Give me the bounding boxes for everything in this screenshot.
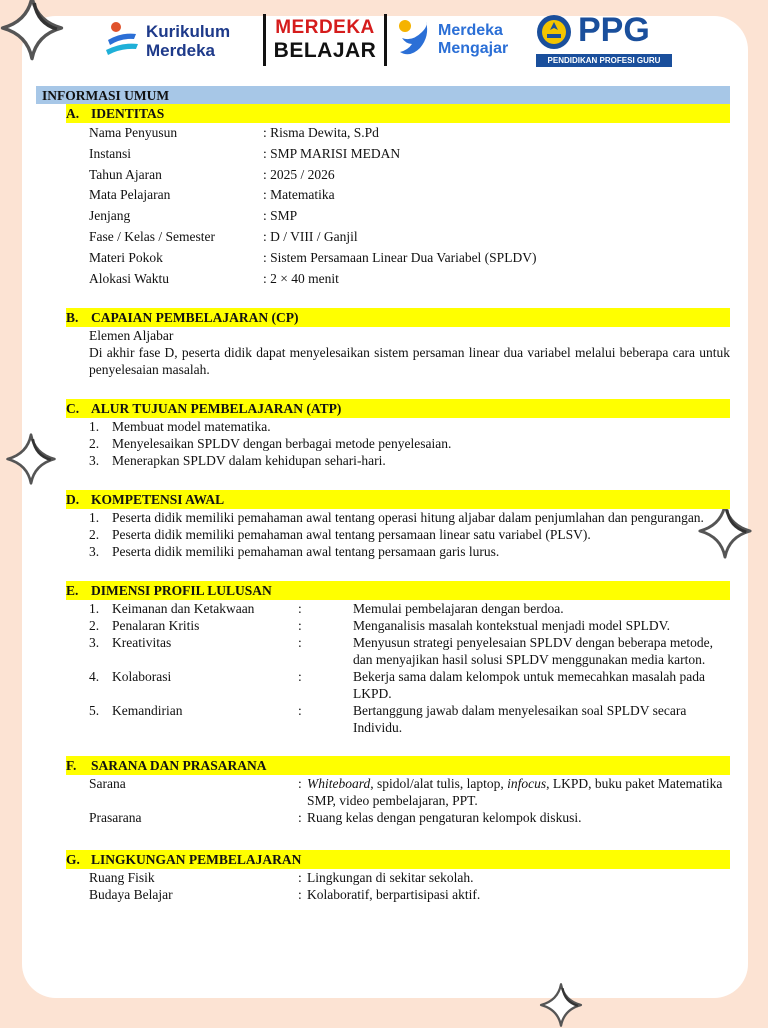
dimension-name: Kemandirian [112, 703, 183, 719]
list-item [89, 543, 730, 560]
list-item [89, 668, 730, 702]
lingkungan-label: Ruang Fisik [89, 870, 155, 886]
list-text: Menyelesaikan SPLDV dengan berbagai metode penyelesaian. [112, 436, 452, 452]
lingkungan-row [89, 869, 730, 886]
list-number: 5. [89, 703, 100, 719]
dimension-desc: Bekerja sama dalam kelompok untuk memecahkan masalah pada LKPD. [353, 669, 705, 702]
sarana-prasarana-list [36, 775, 730, 826]
list-item [89, 452, 730, 469]
section-title: KOMPETENSI AWAL [91, 492, 225, 508]
infocus-text: infocus [507, 776, 547, 792]
dimension-name: Kreativitas [112, 635, 172, 651]
identitas-row [36, 144, 730, 165]
identitas-row [36, 227, 730, 248]
identitas-key: Tahun Ajaran [89, 166, 162, 182]
list-number: 1. [89, 419, 100, 435]
identitas-key: Jenjang [89, 208, 131, 224]
ppg-subtitle: PENDIDIKAN PROFESI GURU [536, 54, 672, 67]
list-item [89, 526, 730, 543]
identitas-value: : 2025 / 2026 [263, 166, 335, 182]
sarana-rest-text: , LKPD, buku paket Matematika SMP, video pembelajaran, PPT. [307, 776, 723, 809]
section-letter: F. [66, 758, 77, 774]
lingkungan-row [89, 886, 730, 903]
sparkle-star-icon [538, 982, 584, 1028]
identitas-row [36, 123, 730, 144]
merdeka-belajar-line1: MERDEKA [275, 17, 375, 38]
section-c-heading [66, 399, 730, 418]
prasarana-row [89, 809, 730, 826]
identitas-row [36, 165, 730, 186]
dimension-name: Penalaran Kritis [112, 618, 200, 634]
section-letter: C. [66, 401, 80, 417]
section-g-heading [66, 850, 730, 869]
identitas-table [36, 123, 730, 289]
identitas-value: : Sistem Persamaan Linear Dua Variabel (SPLDV) [263, 249, 537, 265]
sarana-value [307, 775, 730, 809]
list-item [89, 600, 730, 617]
colon: : [298, 618, 302, 634]
colon: : [298, 776, 302, 792]
identitas-key: Mata Pelajaran [89, 187, 171, 203]
prasarana-label: Prasarana [89, 810, 142, 826]
list-number: 2. [89, 618, 100, 634]
lingkungan-value: Lingkungan di sekitar sekolah. [307, 870, 474, 886]
colon: : [298, 810, 302, 826]
atp-list [89, 418, 730, 469]
identitas-row [36, 269, 730, 290]
section-letter: B. [66, 310, 79, 326]
section-letter: A. [66, 106, 80, 121]
lingkungan-value: Kolaboratif, berpartisipasi aktif. [307, 887, 481, 903]
list-item [89, 418, 730, 435]
dimension-desc: Memulai pembelajaran dengan berdoa. [353, 601, 564, 617]
merdeka-mengajar-line2: Mengajar [438, 40, 509, 57]
section-title: LINGKUNGAN PEMBELAJARAN [91, 852, 302, 868]
cp-text: Di akhir fase D, peserta didik dapat menyelesaikan sistem persaman linear dua variabel melalui beberapa cara untuk penyelesaian masalah. [89, 345, 730, 378]
spacer [36, 736, 730, 756]
section-title: CAPAIAN PEMBELAJARAN (CP) [91, 310, 299, 326]
identitas-key: Fase / Kelas / Semester [89, 228, 215, 244]
ppg-title: PPG [578, 11, 650, 49]
identitas-row [36, 185, 730, 206]
kurikulum-merdeka-logo [104, 16, 254, 66]
list-number: 3. [89, 544, 100, 560]
list-item [89, 435, 730, 452]
header-logos [0, 0, 768, 80]
colon: : [298, 635, 302, 651]
kurikulum-text: Kurikulum [146, 22, 231, 41]
identitas-value: : D / VIII / Ganjil [263, 228, 358, 244]
list-number: 2. [89, 527, 100, 543]
list-text: Peserta didik memiliki pemahaman awal tentang persamaan garis lurus. [112, 544, 500, 560]
identitas-key: Materi Pokok [89, 249, 163, 265]
kurikulum-merdeka-icon [104, 20, 140, 62]
identitas-value: : Risma Dewita, S.Pd [263, 125, 379, 140]
merdeka-mengajar-icon [396, 18, 430, 62]
spacer [36, 469, 730, 490]
dimension-desc: Bertanggung jawab dalam menyelesaikan soal SPLDV secara Individu. [353, 703, 687, 736]
list-number: 1. [89, 510, 100, 526]
merdeka-belajar-line2: BELAJAR [273, 39, 377, 62]
identitas-key: Alokasi Waktu [89, 270, 170, 286]
identitas-row [36, 248, 730, 269]
colon: : [298, 703, 302, 719]
document-body [36, 86, 730, 903]
section-f-heading [66, 756, 730, 775]
list-number: 4. [89, 669, 100, 685]
spacer [36, 378, 730, 399]
list-item [89, 617, 730, 634]
section-e-heading [66, 581, 730, 600]
section-title: IDENTITAS [91, 106, 165, 121]
list-text: Peserta didik memiliki pemahaman awal tentang persamaan linear satu variabel (PLSV). [112, 527, 591, 543]
merdeka-belajar-logo [263, 14, 387, 66]
section-title: DIMENSI PROFIL LULUSAN [91, 583, 272, 599]
list-item [89, 509, 730, 526]
section-letter: G. [66, 852, 80, 868]
colon: : [298, 870, 302, 886]
lingkungan-label: Budaya Belajar [89, 887, 173, 903]
section-b-heading [66, 308, 730, 327]
spacer [36, 560, 730, 581]
merdeka-mengajar-line1: Merdeka [438, 22, 503, 39]
list-text: Menerapkan SPLDV dalam kehidupan sehari-hari. [112, 453, 386, 469]
lingkungan-list [36, 869, 730, 903]
section-title: SARANA DAN PRASARANA [91, 758, 267, 774]
whiteboard-text: Whiteboard [307, 776, 371, 792]
sarana-label: Sarana [89, 776, 126, 792]
sarana-row [89, 775, 730, 809]
tut-wuri-handayani-emblem-icon [536, 14, 572, 50]
spacer [36, 826, 730, 850]
sarana-mid-text: , spidol/alat tulis, laptop, [370, 776, 508, 792]
colon: : [298, 669, 302, 685]
dimension-name: Keimanan dan Ketakwaan [112, 601, 255, 617]
section-d-heading [66, 490, 730, 509]
ppg-logo [536, 11, 676, 68]
informasi-umum-heading: INFORMASI UMUM [36, 86, 730, 104]
list-number: 2. [89, 436, 100, 452]
list-item [89, 702, 730, 736]
dimension-desc: Menyusun strategi penyelesaian SPLDV dengan beberapa metode, dan menyajikan hasil solusi SPLDV menggunakan media karton. [353, 635, 714, 668]
section-a-heading [66, 104, 730, 123]
merdeka-mengajar-logo [396, 16, 526, 66]
identitas-row [36, 206, 730, 227]
list-number: 3. [89, 635, 100, 651]
identitas-key: Nama Penyusun [89, 125, 178, 140]
identitas-value: : SMP MARISI MEDAN [263, 145, 401, 161]
prasarana-value: Ruang kelas dengan pengaturan kelompok diskusi. [307, 810, 582, 826]
list-text: Membuat model matematika. [112, 419, 271, 435]
list-text: Peserta didik memiliki pemahaman awal tentang operasi hitung aljabar dalam penjumlahan dan pengurangan. [112, 510, 704, 526]
cp-element: Elemen Aljabar [89, 328, 174, 344]
list-number: 1. [89, 601, 100, 617]
section-letter: E. [66, 583, 79, 599]
identitas-value: : SMP [263, 208, 298, 224]
dimensi-profil-list [36, 600, 730, 736]
identitas-key: Instansi [89, 145, 131, 161]
section-title: ALUR TUJUAN PEMBELAJARAN (ATP) [91, 401, 342, 417]
identitas-value: : Matematika [263, 187, 335, 203]
dimension-name: Kolaborasi [112, 669, 172, 685]
dimension-desc: Menganalisis masalah kontekstual menjadi model SPLDV. [353, 618, 670, 634]
identitas-value: : 2 × 40 menit [263, 270, 339, 286]
spacer [36, 289, 730, 308]
list-number: 3. [89, 453, 100, 469]
merdeka-text: Merdeka [146, 41, 215, 60]
list-item [89, 634, 730, 668]
kompetensi-awal-list [89, 509, 730, 560]
section-letter: D. [66, 492, 80, 508]
colon: : [298, 601, 302, 617]
colon: : [298, 887, 302, 903]
